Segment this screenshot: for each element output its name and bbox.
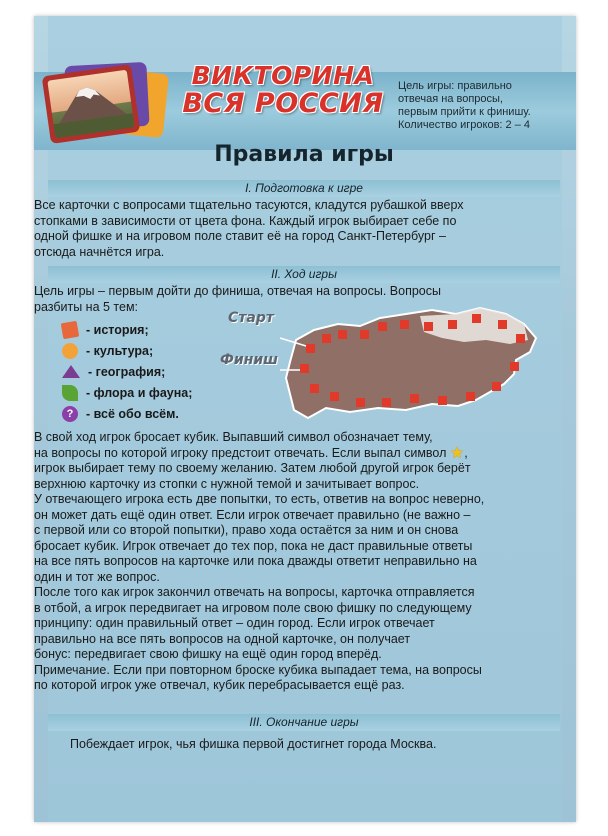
leaf-icon: [62, 385, 78, 401]
goal-line: первым прийти к финишу.: [398, 106, 531, 118]
volcano-photo: [47, 70, 134, 139]
text-line: на вопросы по которой игроку предстоит отвечать. Если выпал символ ★,: [34, 444, 468, 462]
end-paragraph: Побеждает игрок, чья фишка первой достигнет города Москва.: [70, 737, 437, 751]
game-logo: [172, 62, 394, 118]
goal-line: отвечая на вопросы,: [398, 93, 503, 105]
text-line: с первой или со второй попытки), право хода остаётся за ним и он снова: [34, 523, 459, 537]
text-line: Цель игры – первым дойти до финиша, отвечая на вопросы. Вопросы: [34, 284, 441, 298]
logo-line-1: ВИКТОРИНА: [191, 61, 375, 90]
text-line: один и тот же вопрос.: [34, 569, 160, 584]
text-line: стопками в зависимости от цвета фона. Каждый игрок выбирает себе по: [34, 213, 457, 228]
text-line: После того как игрок закончил отвечать на вопросы, карточка отправляется: [34, 585, 475, 599]
text-line: верхнюю карточку из стопки с нужной темой и зачитывает вопрос.: [34, 476, 420, 491]
section-heading-prep: I. Подготовка к игре: [48, 180, 560, 197]
text-line: он может дать ещё один ответ. Если игрок отвечает правильно (не важно –: [34, 507, 471, 522]
topic-label: - всё обо всём.: [86, 406, 179, 421]
theater-masks-icon: [62, 343, 78, 359]
topic-label: - география;: [88, 364, 166, 379]
topic-label: - флора и фауна;: [86, 385, 193, 400]
question-icon: ?: [62, 406, 78, 422]
goal-line: Цель игры: правильно: [398, 80, 512, 92]
text-line: в отбой, а игрок передвигает на игровом поле свою фишку по следующему: [34, 600, 472, 615]
text-line: игрок выбирает тему по своему желанию. Затем любой другой игрок берёт: [34, 461, 471, 475]
text-line: В свой ход игрок бросает кубик. Выпавший символ обозначает тему,: [34, 430, 433, 444]
players-count: Количество игроков: 2 – 4: [398, 119, 530, 131]
page-title: Правила игры: [214, 142, 394, 167]
topic-label: - культура;: [86, 343, 154, 358]
text-line: Примечание. Если при повторном броске кубика выпадает тема, на вопросы: [34, 662, 482, 677]
section-heading-play: II. Ход игры: [48, 266, 560, 283]
prep-paragraph: [34, 198, 464, 260]
text-line: бонус: передвигает свою фишку на ещё один город вперёд.: [34, 647, 382, 661]
play-rules-paragraph: [34, 430, 484, 694]
text-line-part: на вопросы по которой игроку предстоит отвечать. Если выпал символ: [34, 445, 447, 460]
star-icon: ★: [449, 444, 465, 462]
text-line: Все карточки с вопросами тщательно тасуются, кладутся рубашкой вверх: [34, 198, 464, 212]
text-line: на все пять вопросов на карточке или пока дважды ответит неправильно на: [34, 554, 477, 568]
text-line: бросает кубик. Игрок отвечает до тех пор, пока не даст правильные ответы: [34, 538, 473, 553]
game-board-map: [210, 300, 548, 425]
text-line: разбиты на 5 тем:: [34, 299, 139, 314]
topic-label: - история;: [86, 322, 149, 337]
map-start-label: Старт: [228, 310, 274, 326]
section-heading-end: III. Окончание игры: [48, 714, 560, 731]
volcano-icon: [47, 70, 134, 139]
text-line: одной фишке и на игровом поле ставит её на город Санкт-Петербург –: [34, 229, 446, 243]
text-line: принципу: один правильный ответ – один город. Если игрок отвечает: [34, 616, 435, 630]
quiz-cards-illustration: [40, 60, 160, 155]
game-goal-summary: [398, 80, 548, 132]
text-line: правильно на все пять вопросов на одной карточке, он получает: [34, 631, 411, 646]
scroll-icon: [61, 320, 80, 339]
text-line: по которой игрок уже отвечал, кубик перебрасывается ещё раз.: [34, 678, 405, 692]
text-line: У отвечающего игрока есть две попытки, то есть, ответив на вопрос неверно,: [34, 492, 485, 506]
logo-line-2: ВСЯ РОССИЯ: [182, 88, 384, 119]
volcano-card: [42, 64, 141, 144]
text-line: отсюда начнётся игра.: [34, 244, 165, 259]
mountain-icon: [62, 365, 80, 378]
map-finish-label: Финиш: [220, 352, 279, 368]
